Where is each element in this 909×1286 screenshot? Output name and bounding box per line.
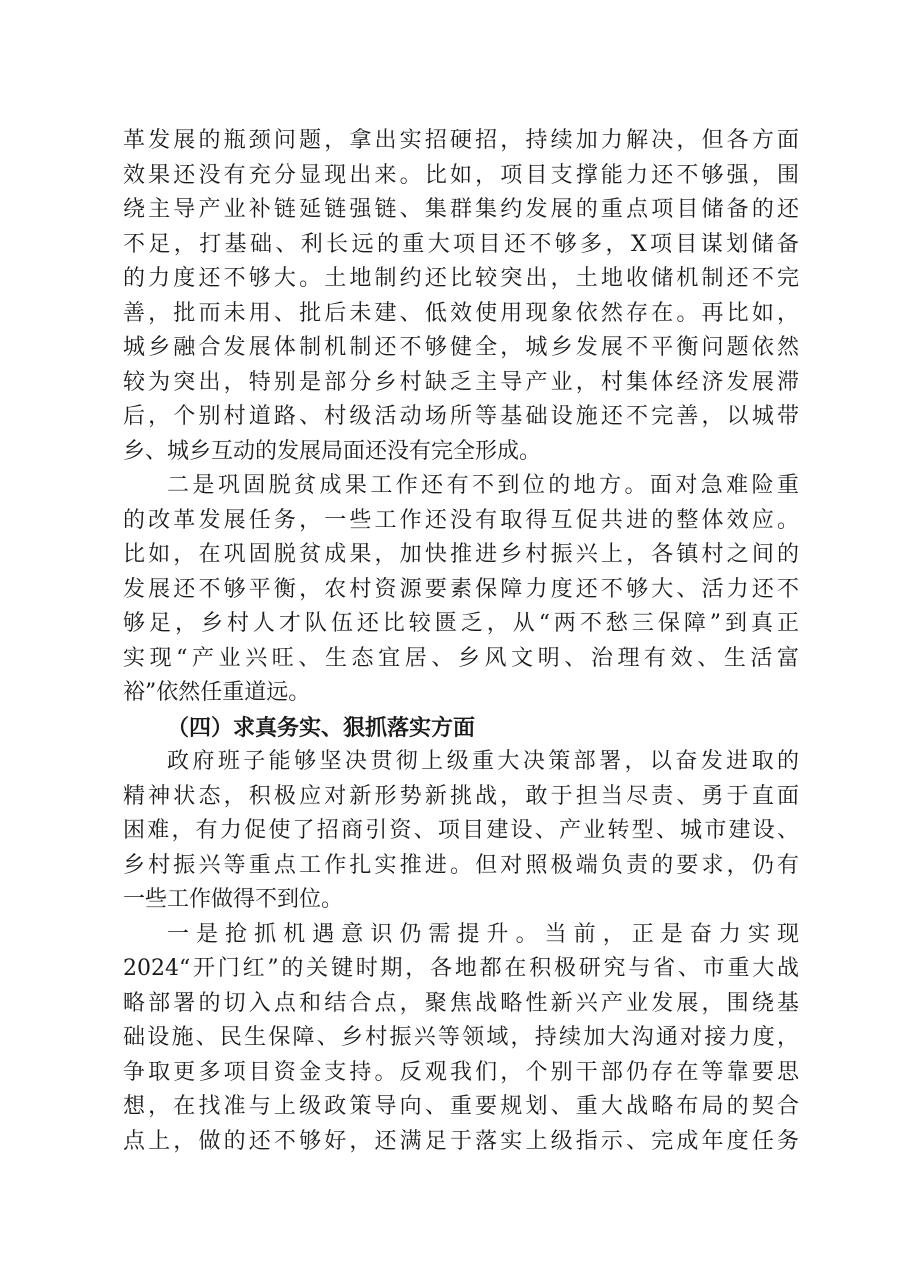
text-line: 精神状态，积极应对新形势新挑战，敢于担当尽责、勇于直面 <box>123 783 799 809</box>
text-line: 的改革发展任务，一些工作还没有取得互促共进的整体效应。 <box>123 507 799 533</box>
text-line: 比如，在巩固脱贫成果，加快推进乡村振兴上，各镇村之间的 <box>123 542 799 567</box>
text-line: 二是巩固脱贫成果工作还有不到位的地方。面对急难险重 <box>167 473 799 498</box>
section-heading <box>123 711 799 746</box>
paragraph <box>123 745 799 918</box>
text-line: 想，在找准与上级政策导向、重要规划、重大战略布局的契合 <box>123 1094 799 1119</box>
text-line: 略部署的切入点和结合点，聚焦战略性新兴产业发展，围绕基 <box>123 990 799 1016</box>
text-line: 善，批而未用、批后未建、低效使用现象依然存在。再比如， <box>123 300 799 326</box>
text-line: 一些工作做得不到位。 <box>123 887 344 912</box>
paragraph <box>123 918 799 1160</box>
text-line: 乡、城乡互动的发展局面还没有完全形成。 <box>123 438 542 464</box>
text-line: 2024“开门红”的关键时期，各地都在积极研究与省、市重大战 <box>123 956 799 981</box>
text-line: 城乡融合发展体制机制还不够健全，城乡发展不平衡问题依然 <box>123 335 799 360</box>
paragraph <box>123 469 799 711</box>
document-page <box>123 124 799 1159</box>
text-line: 革发展的瓶颈问题，拿出实招硬招，持续加力解决，但各方面 <box>123 128 799 153</box>
text-line: （四）求真务实、狠抓落实方面 <box>167 714 476 741</box>
text-line: 争取更多项目资金支持。反观我们，个别干部仍存在等靠要思 <box>123 1059 799 1085</box>
text-line: 够足，乡村人才队伍还比较匮乏，从“两不愁三保障”到真正 <box>123 611 799 636</box>
text-line: 绕主导产业补链延链强链、集群集约发展的重点项目储备的还 <box>123 197 799 222</box>
text-line: 政府班子能够坚决贯彻上级重大决策部署，以奋发进取的 <box>167 749 799 774</box>
text-line: 后，个别村道路、村级活动场所等基础设施还不完善，以城带 <box>123 404 799 429</box>
text-line: 的力度还不够大。土地制约还比较突出，土地收储机制还不完 <box>123 266 799 291</box>
text-line: 实现“产业兴旺、生态宜居、乡风文明、治理有效、生活富 <box>123 645 799 671</box>
text-line: 础设施、民生保障、乡村振兴等领域，持续加大沟通对接力度， <box>123 1025 799 1050</box>
text-line: 困难，有力促使了招商引资、项目建设、产业转型、城市建设、 <box>123 818 799 843</box>
text-line: 一是抢抓机遇意识仍需提升。当前，正是奋力实现 <box>167 921 799 947</box>
text-line: 效果还没有充分显现出来。比如，项目支撑能力还不够强，围 <box>123 162 799 188</box>
text-line: 点上，做的还不够好，还满足于落实上级指示、完成年度任务 <box>123 1128 799 1154</box>
text-line: 发展还不够平衡，农村资源要素保障力度还不够大、活力还不 <box>123 576 799 602</box>
text-line: 裕”依然任重道远。 <box>123 680 311 705</box>
text-line: 乡村振兴等重点工作扎实推进。但对照极端负责的要求，仍有 <box>123 852 799 878</box>
text-line: 较为突出，特别是部分乡村缺乏主导产业，村集体经济发展滞 <box>123 369 799 395</box>
text-line: 不足，打基础、利长远的重大项目还不够多，X项目谋划储备 <box>123 231 799 257</box>
paragraph <box>123 124 799 469</box>
